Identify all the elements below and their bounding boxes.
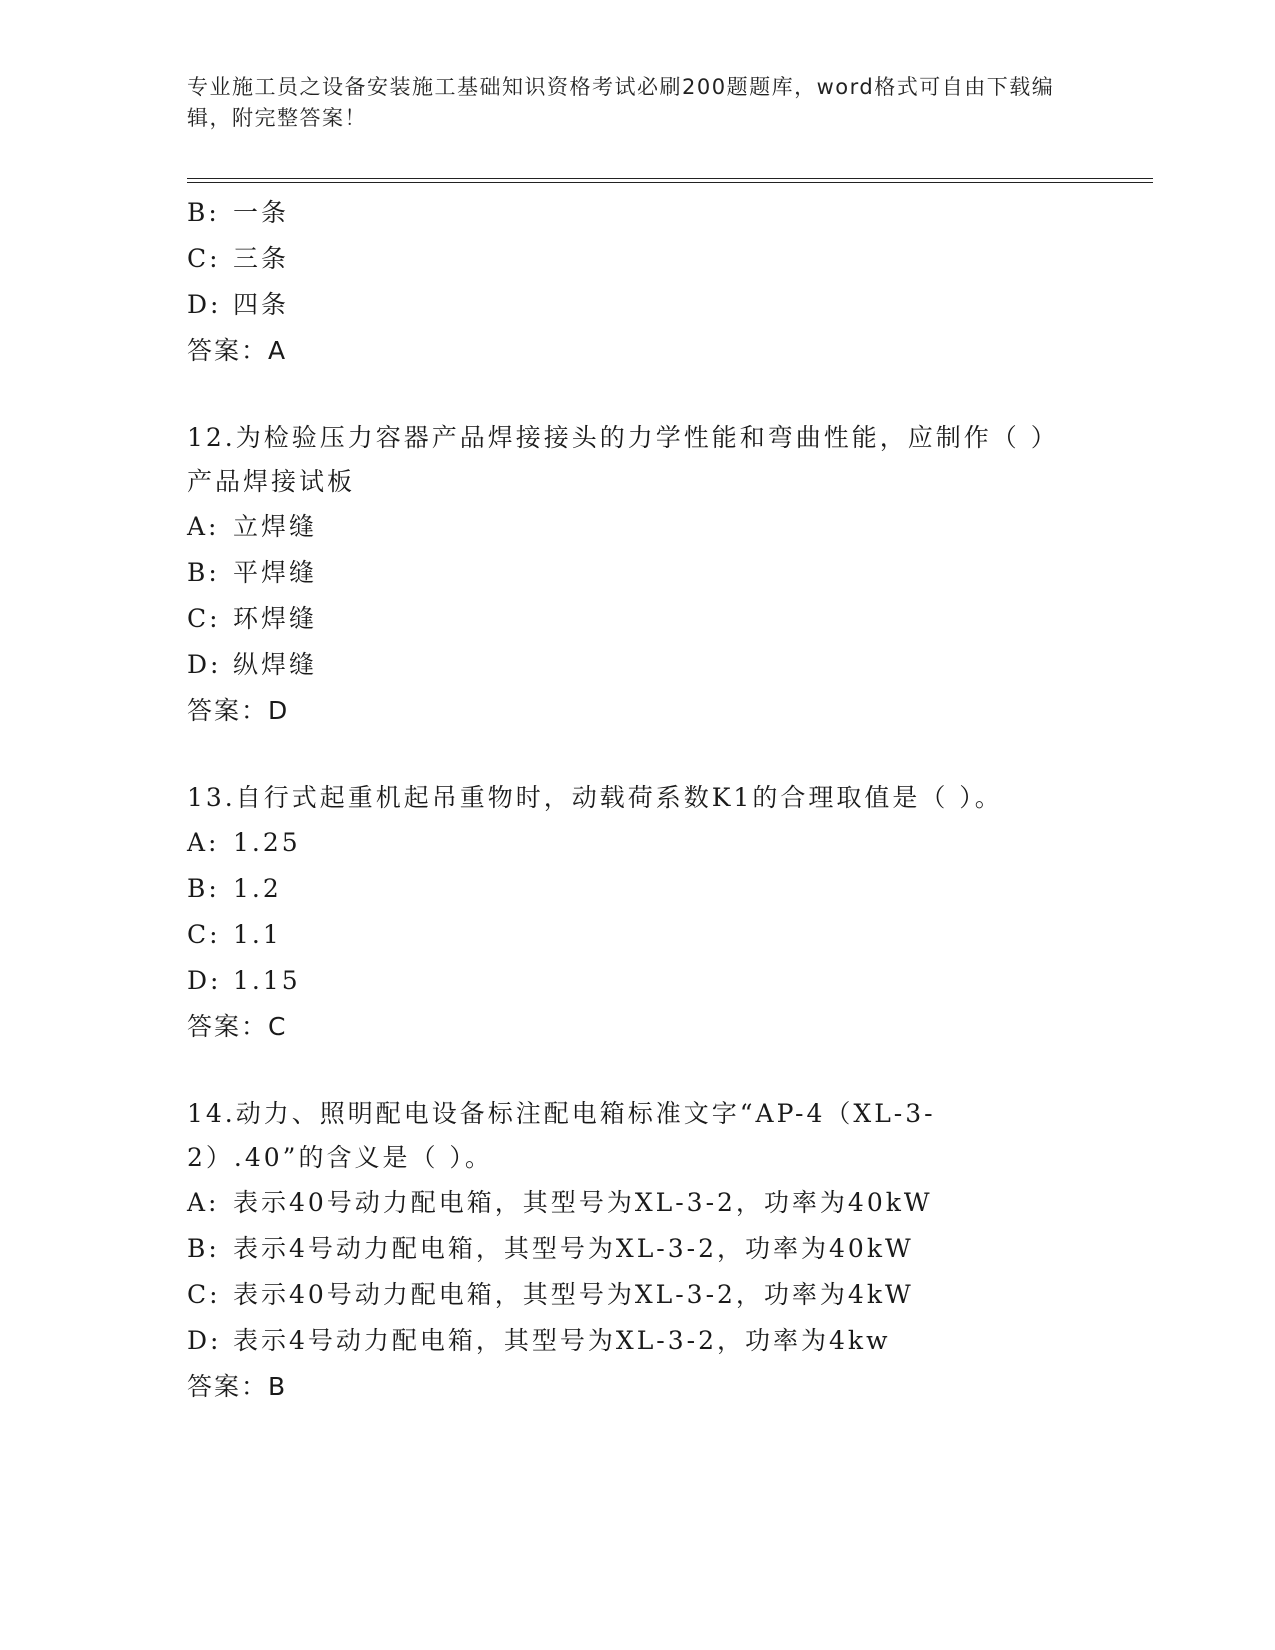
option-letter: D: bbox=[187, 650, 222, 679]
option-c bbox=[187, 596, 1127, 642]
option-b bbox=[187, 550, 1127, 596]
option-a bbox=[187, 820, 1127, 866]
question-14 bbox=[187, 1092, 1127, 1410]
option-text: 1.15 bbox=[233, 966, 301, 995]
question-text: 12.为检验压力容器产品焊接接头的力学性能和弯曲性能，应制作（ ）产品焊接试板 bbox=[187, 423, 1047, 496]
page-header: 专业施工员之设备安装施工基础知识资格考试必刷200题题库，word格式可自由下载编辑，附完整答案！ bbox=[187, 75, 1055, 130]
option-text: 三条 bbox=[233, 244, 290, 273]
option-text: 环焊缝 bbox=[233, 604, 318, 633]
option-letter: B: bbox=[187, 558, 220, 587]
option-b bbox=[187, 190, 1127, 236]
option-text: 表示40号动力配电箱，其型号为XL-3-2，功率为40kW bbox=[233, 1188, 933, 1217]
option-c bbox=[187, 912, 1127, 958]
option-letter: D: bbox=[187, 1326, 222, 1355]
option-c bbox=[187, 236, 1127, 282]
option-letter: C: bbox=[187, 604, 221, 633]
question-text: 13.自行式起重机起吊重物时，动载荷系数K1的合理取值是（ ）。 bbox=[187, 783, 1003, 812]
option-text: 纵焊缝 bbox=[233, 650, 318, 679]
option-d bbox=[187, 282, 1127, 328]
option-text: 四条 bbox=[233, 290, 290, 319]
option-d bbox=[187, 1318, 1127, 1364]
question-12 bbox=[187, 416, 1127, 734]
option-text: 1.1 bbox=[233, 920, 282, 949]
option-letter: D: bbox=[187, 966, 222, 995]
option-text: 一条 bbox=[233, 198, 290, 227]
option-text: 表示4号动力配电箱，其型号为XL-3-2，功率为40kW bbox=[233, 1234, 914, 1263]
option-a bbox=[187, 1180, 1127, 1226]
option-b bbox=[187, 866, 1127, 912]
answer-line: 答案：C bbox=[187, 1012, 288, 1041]
question-text: 14.动力、照明配电设备标注配电箱标准文字“AP-4（XL-3-2）.40”的含义是（ ）。 bbox=[187, 1099, 936, 1172]
option-letter: C: bbox=[187, 244, 221, 273]
option-text: 立焊缝 bbox=[233, 512, 318, 541]
option-c bbox=[187, 1272, 1127, 1318]
header-rule-bottom bbox=[187, 182, 1153, 183]
option-letter: B: bbox=[187, 198, 220, 227]
option-d bbox=[187, 958, 1127, 1004]
option-letter: C: bbox=[187, 920, 221, 949]
option-text: 1.2 bbox=[233, 874, 282, 903]
option-b bbox=[187, 1226, 1127, 1272]
option-letter: B: bbox=[187, 1234, 220, 1263]
option-d bbox=[187, 642, 1127, 688]
answer-line: 答案：D bbox=[187, 696, 290, 725]
option-letter: C: bbox=[187, 1280, 221, 1309]
option-letter: A: bbox=[187, 512, 220, 541]
question-11-continued bbox=[187, 190, 1127, 374]
option-letter: A: bbox=[187, 1188, 220, 1217]
question-13 bbox=[187, 776, 1127, 1050]
option-a bbox=[187, 504, 1127, 550]
option-letter: B: bbox=[187, 874, 220, 903]
option-letter: A: bbox=[187, 828, 220, 857]
option-text: 1.25 bbox=[233, 828, 301, 857]
question-list bbox=[187, 190, 1127, 1410]
option-text: 平焊缝 bbox=[233, 558, 318, 587]
option-text: 表示4号动力配电箱，其型号为XL-3-2，功率为4kw bbox=[233, 1326, 891, 1355]
answer-line: 答案：B bbox=[187, 1372, 288, 1401]
option-text: 表示40号动力配电箱，其型号为XL-3-2，功率为4kW bbox=[233, 1280, 914, 1309]
header-rule-top bbox=[187, 178, 1153, 179]
answer-line: 答案：A bbox=[187, 336, 288, 365]
option-letter: D: bbox=[187, 290, 222, 319]
